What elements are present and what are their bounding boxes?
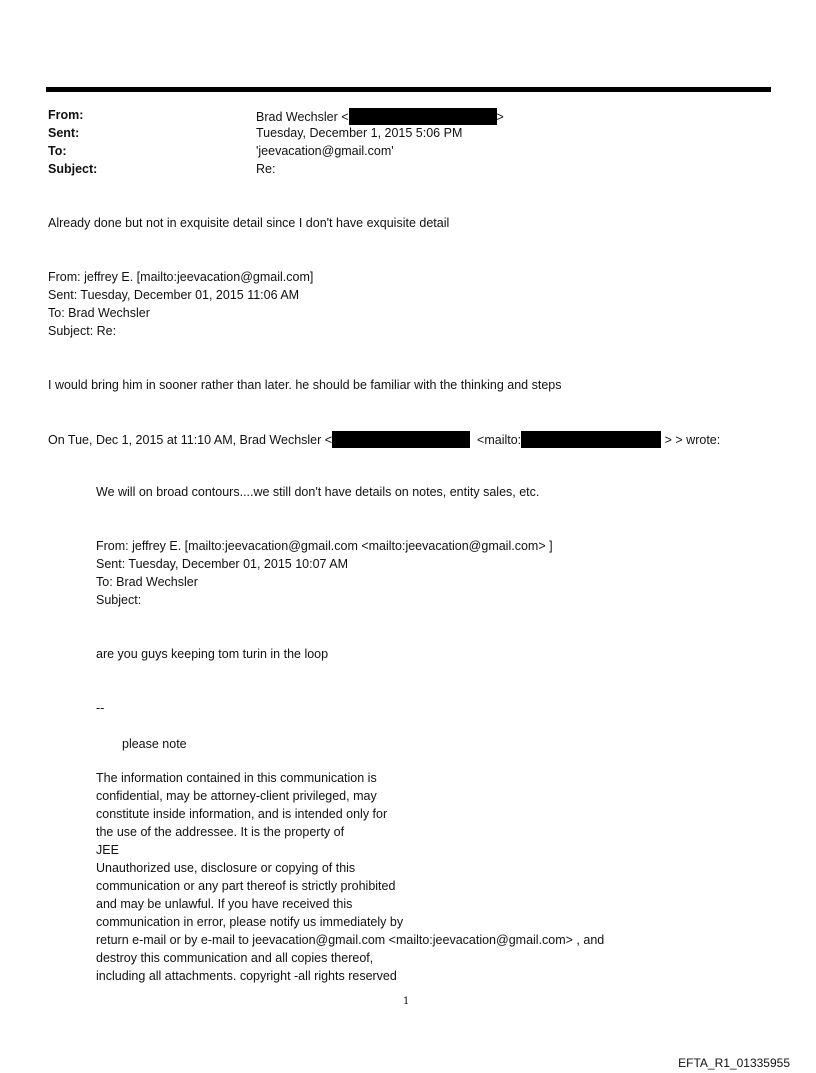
wrote-line [48, 431, 720, 448]
disclaimer-line: the use of the addressee. It is the property of [96, 825, 345, 839]
sent-label: Sent: [48, 126, 80, 140]
body-line: I would bring him in sooner rather than later. he should be familiar with the thinking and steps [48, 378, 562, 392]
disclaimer-line: communication or any part thereof is strictly prohibited [96, 879, 396, 893]
disclaimer-line: including all attachments. copyright -all rights reserved [96, 969, 397, 983]
header-rule [46, 87, 771, 92]
to-value: 'jeevacation@gmail.com' [256, 144, 394, 158]
body-line: are you guys keeping tom turin in the loop [96, 647, 329, 661]
wrote-prefix: On Tue, Dec 1, 2015 at 11:10 AM, Brad Wechsler < [48, 433, 333, 447]
quoted-from: From: jeffrey E. [mailto:jeevacation@gmail.com <mailto:jeevacation@gmail.com> ] [96, 539, 553, 553]
to-label: To: [48, 144, 67, 158]
quoted-to: To: Brad Wechsler [96, 575, 198, 589]
disclaimer-line: return e-mail or by e-mail to jeevacation@gmail.com <mailto:jeevacation@gmail.com> , and [96, 933, 605, 947]
subject-label: Subject: [48, 162, 98, 176]
from-name: Brad Wechsler < [256, 110, 349, 124]
page-number: 1 [403, 996, 410, 1007]
signature-dash: -- [96, 701, 105, 715]
quoted-subject: Subject: Re: [48, 324, 117, 338]
quoted-subject: Subject: [96, 593, 142, 607]
body-line: Already done but not in exquisite detail since I don't have exquisite detail [48, 216, 450, 230]
quoted-from: From: jeffrey E. [mailto:jeevacation@gmail.com] [48, 270, 314, 284]
wrote-suffix: > > wrote: [664, 433, 721, 447]
disclaimer-line: constitute inside information, and is intended only for [96, 807, 388, 821]
disclaimer-line: and may be unlawful. If you have received this [96, 897, 353, 911]
subject-value: Re: [256, 162, 276, 176]
redaction-block [332, 431, 470, 448]
from-value [256, 108, 504, 125]
quoted-to: To: Brad Wechsler [48, 306, 150, 320]
body-line: We will on broad contours....we still don't have details on notes, entity sales, etc. [96, 485, 540, 499]
sent-value: Tuesday, December 1, 2015 5:06 PM [256, 126, 463, 140]
disclaimer-line: Unauthorized use, disclosure or copying of this [96, 861, 356, 875]
wrote-mailto: <mailto: [477, 433, 522, 447]
please-note: please note [122, 737, 187, 751]
disclaimer-line: JEE [96, 843, 119, 857]
quoted-sent: Sent: Tuesday, December 01, 2015 11:06 AM [48, 288, 300, 302]
from-label: From: [48, 108, 84, 122]
redaction-block [521, 431, 661, 448]
quoted-sent: Sent: Tuesday, December 01, 2015 10:07 AM [96, 557, 349, 571]
disclaimer-line: The information contained in this communication is [96, 771, 377, 785]
disclaimer-line: communication in error, please notify us immediately by [96, 915, 404, 929]
document-id: EFTA_R1_01335955 [678, 1056, 790, 1070]
redaction-block [349, 108, 497, 125]
disclaimer-line: confidential, may be attorney-client privileged, may [96, 789, 377, 803]
disclaimer-line: destroy this communication and all copies thereof, [96, 951, 374, 965]
from-end: > [496, 110, 504, 124]
